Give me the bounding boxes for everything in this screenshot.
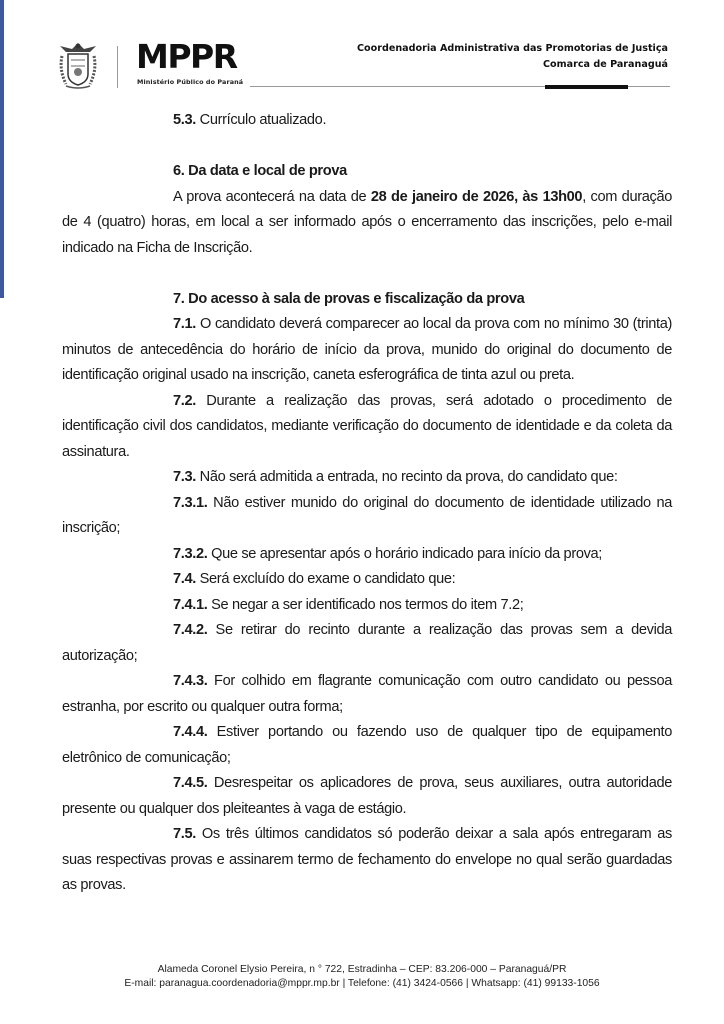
logo-divider — [117, 46, 118, 88]
item-text: Os três últimos candidatos só poderão deixar a sala após entregaram as suas respectivas provas e assinarem termo de fechamento do envelope no qual serão guardadas as provas. — [62, 826, 672, 893]
item-text: Estiver portando ou fazendo uso de qualquer tipo de equipamento eletrônico de comunicação; — [62, 724, 672, 766]
item-number: 7.3.2. — [173, 545, 208, 562]
footer-contact: E-mail: paranagua.coordenadoria@mppr.mp.br | Telefone: (41) 3424-0566 | Whatsapp: (41) 99133-1056 — [124, 978, 600, 989]
item-7-4-4 — [62, 720, 672, 771]
document-body — [62, 108, 672, 899]
item-text: Que se apresentar após o horário indicado para início da prova; — [207, 545, 603, 562]
item-number: 7.4.1. — [173, 596, 208, 613]
section-title: 7. Do acesso à sala de provas e fiscalização da prova — [173, 290, 525, 307]
item-7-4-2 — [62, 618, 672, 669]
item-7-3-1 — [62, 491, 672, 542]
institution-location: Comarca de Paranaguá — [543, 59, 668, 70]
item-5-3 — [62, 108, 672, 134]
item-number: 7.4. — [173, 571, 196, 587]
item-number: 7.4.4. — [173, 724, 208, 740]
item-7-2 — [62, 389, 672, 466]
section-title: 6. Da data e local de prova — [173, 163, 347, 179]
item-text: Se negar a ser identificado nos termos do item 7.2; — [207, 596, 524, 613]
mppr-logo: MPPR — [136, 37, 237, 76]
item-text: Desrespeitar os aplicadores de prova, seus auxiliares, outra autoridade presente ou qualquer dos pleiteantes à vaga de estágio. — [62, 775, 672, 817]
letterhead — [0, 0, 724, 100]
item-text: Não será admitida a entrada, no recinto da prova, do candidato que: — [195, 469, 618, 485]
paragraph-text: A prova acontecerá na data de — [173, 188, 371, 205]
item-7-4-3 — [62, 669, 672, 720]
item-7-4-1 — [62, 593, 672, 619]
section-6-title — [62, 159, 672, 185]
item-number: 7.5. — [173, 826, 196, 842]
footer-address: Alameda Coronel Elysio Pereira, n ° 722, Estradinha – CEP: 83.206-000 – Paranaguá/PR — [157, 964, 567, 975]
item-number: 7.4.5. — [173, 775, 208, 791]
section-7-title — [62, 287, 672, 313]
item-number: 7.2. — [173, 392, 196, 409]
page-footer — [0, 963, 724, 991]
item-7-3-2 — [62, 542, 672, 568]
item-number: 7.3.1. — [173, 494, 208, 511]
item-text: Será excluído do exame o candidato que: — [195, 571, 456, 587]
item-number: 5.3. — [173, 112, 196, 128]
item-text: Se retirar do recinto durante a realização das provas sem a devida autorização; — [62, 622, 672, 664]
exam-date: 28 de janeiro de 2026, às 13h00 — [370, 188, 583, 205]
item-text: O candidato deverá comparecer ao local da prova com no mínimo 30 (trinta) minutos de antecedência do horário de início da prova, munido do original do documento de identificação original usado na inscrição, caneta esferográfica de tinta azul ou preta. — [62, 316, 672, 383]
institution-name: Coordenadoria Administrativa das Promotorias de Justiça — [357, 43, 668, 54]
item-text: Currículo atualizado. — [195, 112, 327, 128]
item-number: 7.4.2. — [173, 622, 208, 638]
item-7-1 — [62, 312, 672, 389]
item-number: 7.3. — [173, 469, 196, 485]
item-text: Não estiver munido do original do documento de identidade utilizado na inscrição; — [62, 494, 672, 536]
item-text: Durante a realização das provas, será adotado o procedimento de identificação civil dos candidatos, mediante verificação do documento de identidade e da coleta da assinatura. — [62, 392, 672, 460]
item-7-4-5 — [62, 771, 672, 822]
item-number: 7.1. — [173, 316, 196, 332]
parana-coat-of-arms-icon — [56, 40, 100, 90]
paragraph-text: , com duração de 4 (quatro) horas, em local a ser informado após o encerramento das inscrições, pelo e-mail indicado na Ficha de Inscrição. — [62, 188, 672, 256]
section-6-paragraph — [62, 185, 672, 262]
item-text: For colhido em flagrante comunicação com outro candidato ou pessoa estranha, por escrito ou qualquer outra forma; — [62, 673, 672, 715]
item-number: 7.4.3. — [173, 673, 208, 689]
item-7-3 — [62, 465, 672, 491]
header-rule-accent — [545, 85, 628, 89]
logo-subtitle: Ministério Público do Paraná — [137, 78, 244, 86]
item-7-4 — [62, 567, 672, 593]
item-7-5 — [62, 822, 672, 899]
